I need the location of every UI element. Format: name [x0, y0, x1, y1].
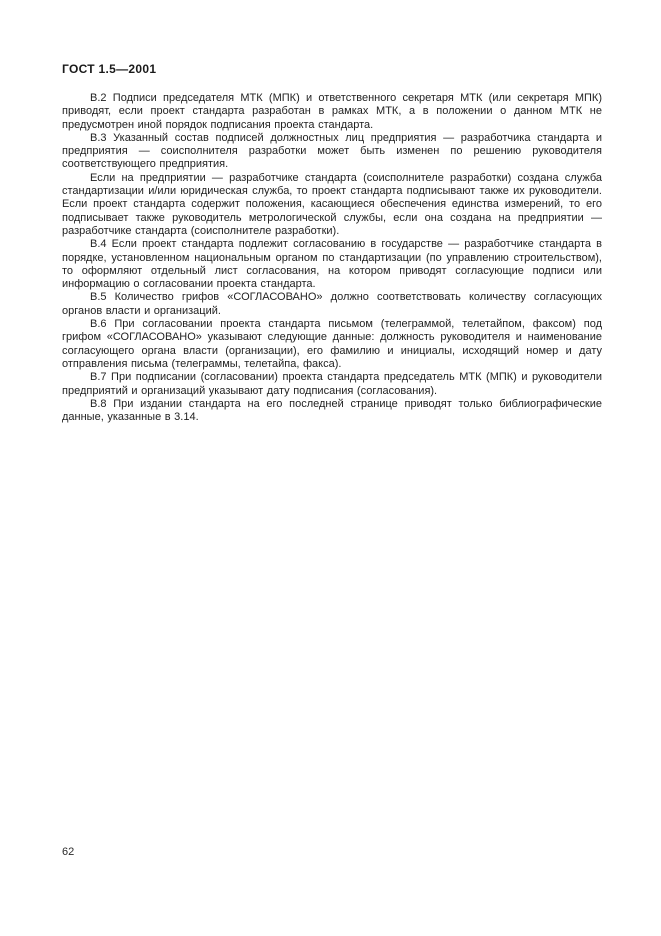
paragraph-b7: В.7 При подписании (согласовании) проекта стандарта председатель МТК (МПК) и руководители предприятий и организаций указывают дату подписания (согласования).	[62, 371, 602, 397]
paragraph-b5: В.5 Количество грифов «СОГЛАСОВАНО» должно соответствовать количеству согласующих органов власти и организаций.	[62, 291, 602, 317]
paragraph-b2: В.2 Подписи председателя МТК (МПК) и ответственного секретаря МТК (или секретаря МПК) приводят, если проект стандарта разработан в рамках МТК, а в положении о данном МТК не предусмотрен иной порядок подписания проекта стандарта.	[62, 92, 602, 131]
document-header-standard-number: ГОСТ 1.5—2001	[62, 62, 157, 76]
paragraph-b6: В.6 При согласовании проекта стандарта письмом (телеграммой, телетайпом, факсом) под грифом «СОГЛАСОВАНО» указывают следующие данные: должность руководителя и наименование согласующего органа власти (организации), его фамилию и инициалы, исходящий номер и дату отправления письма (телеграммы, телетайпа, факса).	[62, 318, 602, 370]
page-number: 62	[62, 846, 75, 858]
paragraph-b3-continuation: Если на предприятии — разработчике стандарта (соисполнителе разработки) создана служба стандартизации и/или юридическая служба, то проект стандарта подписывают также их руководители. Если проект стандарта содержит положения, касающиеся обеспечения единства измерений, то его подписывает также руководитель метрологической службы, если она создана на предприятии — разработчике стандарта (соисполнителе разработки).	[62, 171, 602, 237]
document-body	[62, 92, 602, 424]
paragraph-b3: В.3 Указанный состав подписей должностных лиц предприятия — разработчика стандарта и предприятия — соисполнителя разработки может быть изменен по решению руководителя соответствующего предприятия.	[62, 131, 602, 171]
paragraph-b8: В.8 При издании стандарта на его последней странице приводят только библиографические данные, указанные в 3.14.	[62, 397, 602, 424]
paragraph-b4: В.4 Если проект стандарта подлежит согласованию в государстве — разработчике стандарта в порядке, установленном национальным органом по стандартизации (по управлению строительством), то оформляют отдельный лист согласования, на котором приводят согласующие подписи или информацию о согласовании проекта стандарта.	[62, 238, 602, 291]
